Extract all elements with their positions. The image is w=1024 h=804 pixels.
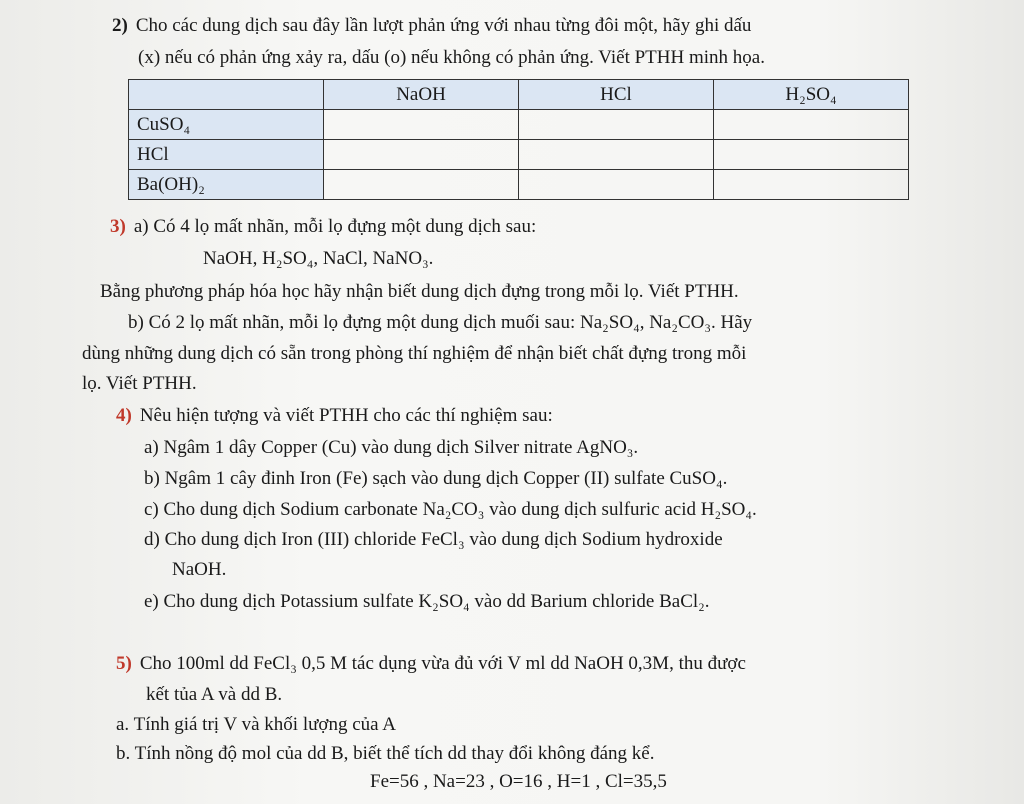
q5-line1 xyxy=(116,652,746,676)
q2-text-1: Cho các dung dịch sau đây lần lượt phản ứng với nhau từng đôi một, hãy ghi dấu xyxy=(135,15,752,36)
q3-a-line1 xyxy=(110,215,536,239)
q2-number: 2) xyxy=(112,15,128,36)
table-cell[interactable] xyxy=(324,170,519,200)
q4-item-a: a) Ngâm 1 dây Copper (Cu) vào dung dịch Silver nitrate AgNO₃. xyxy=(144,437,639,458)
q4-item-d-line1: d) Cho dung dịch Iron (III) chloride FeCl₃ vào dung dịch Sodium hydroxide xyxy=(144,529,723,550)
table-cell[interactable] xyxy=(519,170,714,200)
table-cell[interactable] xyxy=(714,140,909,170)
table-row xyxy=(129,140,909,170)
q3-b-line3: lọ. Viết PTHH. xyxy=(82,373,197,394)
table-row-header: CuSO₄ xyxy=(129,110,324,140)
table-cell[interactable] xyxy=(324,140,519,170)
table-header-row xyxy=(129,80,909,110)
q2-line1 xyxy=(112,14,751,38)
table-cell[interactable] xyxy=(714,110,909,140)
q4-item-e: e) Cho dung dịch Potassium sulfate K₂SO₄ vào dd Barium chloride BaCl₂. xyxy=(144,591,710,612)
table-cell[interactable] xyxy=(714,170,909,200)
table-row-header: Ba(OH)₂ xyxy=(129,170,324,200)
table-col-header: H₂SO₄ xyxy=(714,80,909,110)
q4-number: 4) xyxy=(116,405,132,426)
table-row xyxy=(129,170,909,200)
q5-item-b: b. Tính nồng độ mol của dd B, biết thể tích dd thay đổi không đáng kể. xyxy=(116,743,655,764)
q4-item-c: c) Cho dung dịch Sodium carbonate Na₂CO₃ vào dung dịch sulfuric acid H₂SO₄. xyxy=(144,499,757,520)
table-cell[interactable] xyxy=(519,140,714,170)
table-corner-cell xyxy=(129,80,324,110)
q4-intro: Nêu hiện tượng và viết PTHH cho các thí nghiệm sau: xyxy=(139,405,553,426)
table-cell[interactable] xyxy=(324,110,519,140)
q3-number: 3) xyxy=(110,216,126,237)
table-col-header: NaOH xyxy=(324,80,519,110)
q3-a-line3: Bằng phương pháp hóa học hãy nhận biết dung dịch đựng trong mỗi lọ. Viết PTHH. xyxy=(100,281,739,302)
reaction-table xyxy=(128,79,909,200)
table-row-header: HCl xyxy=(129,140,324,170)
table-row xyxy=(129,110,909,140)
q5-item-a: a. Tính giá trị V và khối lượng của A xyxy=(116,714,396,735)
q2-line2: (x) nếu có phản ứng xảy ra, dấu (o) nếu không có phản ứng. Viết PTHH minh họa. xyxy=(138,47,765,68)
q4-intro-line xyxy=(116,404,553,428)
q5-line2: kết tủa A và dd B. xyxy=(146,684,283,705)
q3-b-line1: b) Có 2 lọ mất nhãn, mỗi lọ đựng một dung dịch muối sau: Na₂SO₄, Na₂CO₃. Hãy xyxy=(128,312,753,333)
q5-atomic-masses: Fe=56 , Na=23 , O=16 , H=1 , Cl=35,5 xyxy=(370,771,667,792)
q5-number: 5) xyxy=(116,653,132,674)
q4-item-b: b) Ngâm 1 cây đinh Iron (Fe) sạch vào dung dịch Copper (II) sulfate CuSO₄. xyxy=(144,468,728,489)
table-cell[interactable] xyxy=(519,110,714,140)
q5-text-1: Cho 100ml dd FeCl₃ 0,5 M tác dụng vừa đủ với V ml dd NaOH 0,3M, thu được xyxy=(139,653,746,674)
q3-a-line2: NaOH, H₂SO₄, NaCl, NaNO₃. xyxy=(203,248,434,269)
q3-a-text: a) Có 4 lọ mất nhãn, mỗi lọ đựng một dung dịch sau: xyxy=(133,216,537,237)
q4-item-d-line2: NaOH. xyxy=(172,559,227,580)
q3-b-line2: dùng những dung dịch có sẵn trong phòng thí nghiệm để nhận biết chất đựng trong mỗi xyxy=(82,343,747,364)
table-col-header: HCl xyxy=(519,80,714,110)
